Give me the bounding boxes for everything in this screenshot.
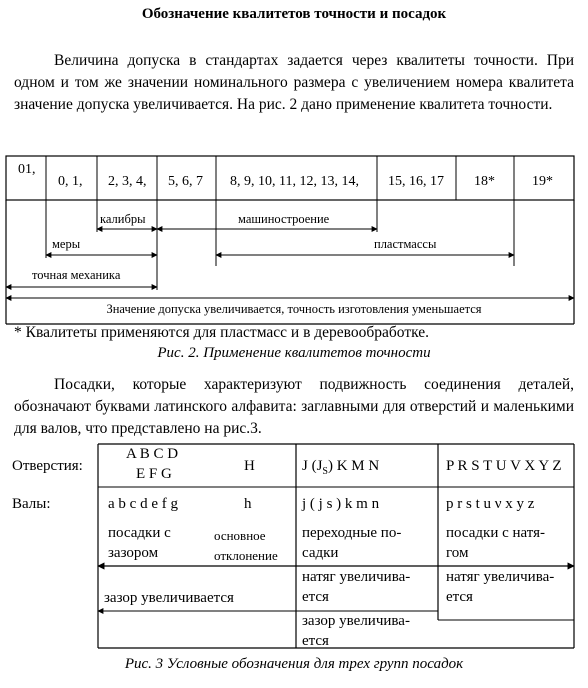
interference-fits-1: посадки с натя- — [446, 525, 546, 541]
interference-increases-1: натяг увеличива- — [302, 569, 411, 585]
grade-cell-19: 19* — [532, 174, 553, 189]
shafts-label: Валы: — [12, 496, 51, 512]
label-plastmassy: пластмассы — [374, 237, 437, 251]
holes-label: Отверстия: — [12, 458, 83, 474]
label-mery: меры — [52, 237, 81, 251]
holes-transition — [302, 458, 379, 477]
basic-deviation-2: отклонение — [214, 548, 278, 563]
label-kalibry: калибры — [100, 212, 146, 226]
shafts-interference: p r s t u ν x y z — [446, 496, 535, 512]
holes-transition-a: J (J — [302, 458, 323, 474]
holes-clearance-2: E F G — [136, 466, 172, 482]
paragraph-2 — [14, 374, 574, 440]
grade-cell-15-17: 15, 16, 17 — [388, 174, 444, 189]
interference-fits-2: гом — [446, 545, 469, 561]
paragraph-2-text: Посадки, которые характеризуют подвижность соединения деталей, обозначают буквами латинского алфавита: заглавными для отверстий и маленькими для валов, что представлено на рис.3. — [14, 376, 574, 437]
holes-interference: P R S T U V X Y Z — [446, 458, 562, 474]
transition-fits-2: садки — [302, 545, 339, 561]
grade-cell-2-4: 2, 3, 4, — [108, 174, 147, 189]
interference-increases-2: ется — [302, 589, 329, 605]
shafts-transition: j ( j s ) k m n — [302, 496, 380, 512]
gap-increases: зазор увеличивается — [104, 590, 234, 606]
footnote: * Квалитеты применяются для пластмасс и в деревообработке. — [14, 324, 430, 341]
paragraph-1-text: Величина допуска в стандартах задается через квалитеты точности. При одном и том же значении номинального размера с увеличением номера квалитета значение допуска увеличивается. На рис. 2 дано применение квалитета точности. — [14, 52, 574, 113]
grade-cell-0-1: 0, 1, — [58, 174, 83, 189]
gap-increases-2a: зазор увеличива- — [302, 613, 410, 629]
holes-transition-b: ) K M N — [327, 458, 380, 474]
transition-fits-1: переходные по- — [302, 525, 402, 541]
grade-cell-8-14: 8, 9, 10, 11, 12, 13, 14, — [230, 174, 359, 189]
label-bottom: Значение допуска увеличивается, точность изготовления уменьшается — [106, 302, 482, 316]
shafts-h: h — [244, 496, 252, 512]
holes-h: H — [244, 458, 255, 474]
label-mashinostroenie: машиностроение — [238, 212, 330, 226]
interference-increases-3: натяг увеличива- — [446, 569, 555, 585]
page-title: Обозначение квалитетов точности и посадок — [141, 6, 447, 22]
clearance-fits-2: зазором — [108, 545, 159, 561]
grade-cell-18: 18* — [474, 174, 495, 189]
figure-2-caption: Рис. 2. Применение квалитетов точности — [157, 345, 431, 361]
holes-clearance-1: A B C D — [126, 446, 179, 462]
figure-3-caption: Рис. 3 Условные обозначения для трех групп посадок — [124, 656, 464, 672]
gap-increases-2b: ется — [302, 633, 329, 649]
grade-cell-01: 01, — [18, 162, 36, 177]
label-tochnaya-mekhanika: точная механика — [32, 268, 121, 282]
clearance-fits-1: посадки с — [108, 525, 171, 541]
basic-deviation-1: основное — [214, 528, 266, 543]
holes-transition-sub: S — [322, 466, 328, 477]
interference-increases-4: ется — [446, 589, 473, 605]
grade-cell-5-7: 5, 6, 7 — [168, 174, 203, 189]
shafts-clearance: a b c d e f g — [108, 496, 178, 512]
